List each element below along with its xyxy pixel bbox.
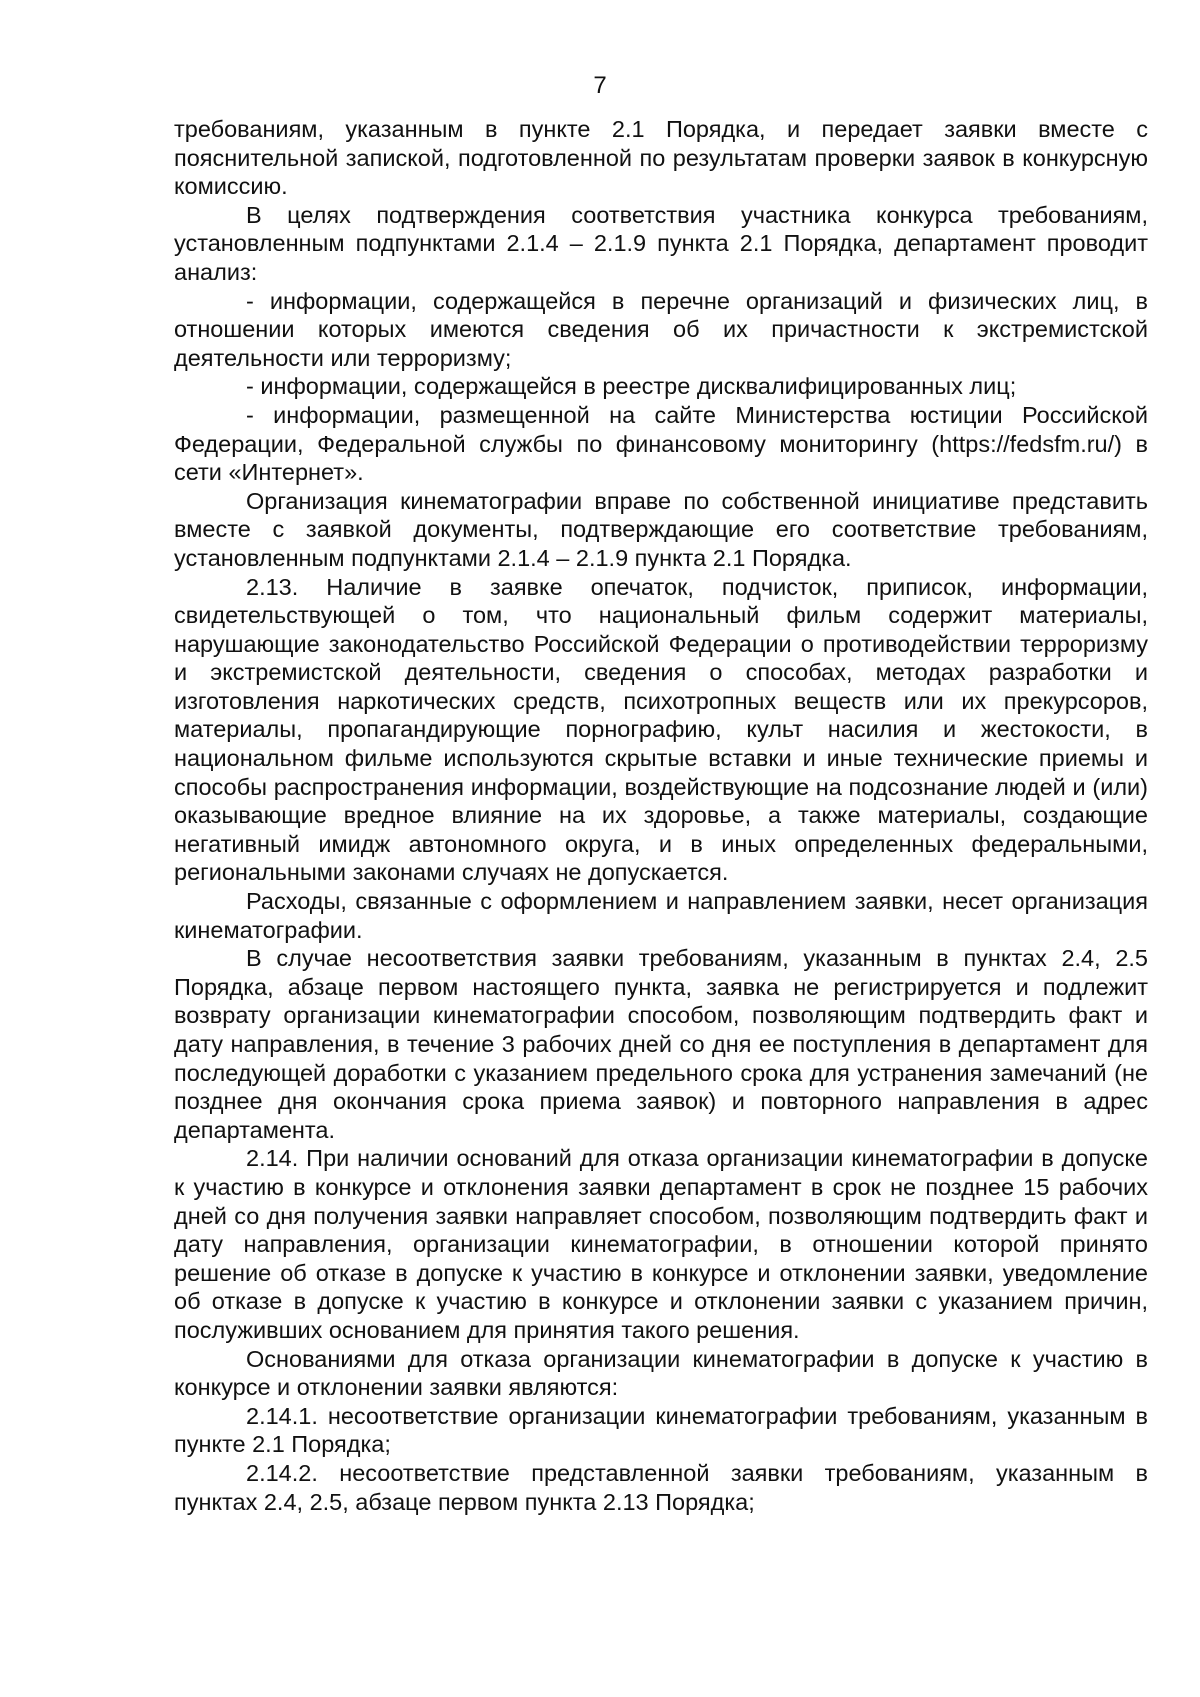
paragraph-nonconformity-return: В случае несоответствия заявки требованиям, указанным в пунктах 2.4, 2.5 Порядка, абзаце первом настоящего пункта, заявка не регистрируется и подлежит возврату организации кинематографии способом, позволяющим подтвердить факт и дату направления, в течение 3 рабочих дней со дня ее поступления в департамент для последующей доработки с указанием предельного срока для устранения замечаний (не позднее дня окончания срока приема заявок) и повторного направления в адрес департамента. (174, 945, 1148, 1143)
paragraph-clause-2-13: 2.13. Наличие в заявке опечаток, подчисток, приписок, информации, свидетельствующей о том, что национальный фильм содержит материалы, нарушающие законодательство Российской Федерации о противодействии терроризму и экстремистской деятельности, сведения о способах, методах разработки и изготовления наркотических средств, психотропных веществ или их прекурсоров, материалы, пропагандирующие порнографию, культ насилия и жестокости, в национальном фильме используются скрытые вставки и иные технические приемы и способы распространения информации, воздействующие на подсознание людей и (или) оказывающие вредное влияние на их здоровье, а также материалы, создающие негативный имидж автономного округа, и в иных определенных федеральными, региональными законами случаях не допускается. (174, 573, 1148, 886)
list-item-ministry-website: - информации, размещенной на сайте Министерства юстиции Российской Федерации, Федеральной службы по финансовому мониторингу (https://fedsfm.ru/) в сети «Интернет». (174, 401, 1148, 486)
paragraph-clause-2-14: 2.14. При наличии оснований для отказа организации кинематографии в допуске к участию в конкурсе и отклонения заявки департамент в срок не позднее 15 рабочих дней со дня получения заявки направляет способом, позволяющим подтвердить факт и дату направления, организации кинематографии, в отношении которой принято решение об отказе в допуске к участию в конкурсе и отклонении заявки, уведомление об отказе в допуске к участию в конкурсе и отклонении заявки с указанием причин, послуживших основанием для принятия такого решения. (174, 1145, 1148, 1343)
paragraph-expenses: Расходы, связанные с оформлением и направлением заявки, несет организация кинематографии. (174, 888, 1148, 943)
paragraph-clause-2-14-1: 2.14.1. несоответствие организации кинематографии требованиям, указанным в пункте 2.1 Порядка; (174, 1402, 1148, 1458)
list-item-disqualified-registry: - информации, содержащейся в реестре дисквалифицированных лиц; (246, 373, 1017, 400)
paragraph-own-initiative: Организация кинематографии вправе по собственной инициативе представить вместе с заявкой документы, подтверждающие его соответствие требованиям, установленным подпунктами 2.1.4 – 2.1.9 пункта 2.1 Порядка. (174, 487, 1148, 571)
paragraph-refusal-grounds: Основаниями для отказа организации кинематографии в допуске к участию в конкурсе и отклонении заявки являются: (174, 1345, 1148, 1401)
list-item-extremism-registry: - информации, содержащейся в перечне организаций и физических лиц, в отношении которых имеются сведения об их причастности к экстремистской деятельности или терроризму; (174, 287, 1148, 371)
page-number: 7 (593, 72, 607, 99)
paragraph-analysis-intro: В целях подтверждения соответствия участника конкурса требованиям, установленным подпунктами 2.1.4 – 2.1.9 пункта 2.1 Порядка, департамент проводит анализ: (174, 201, 1148, 285)
paragraph-continuation: требованиям, указанным в пункте 2.1 Порядка, и передает заявки вместе с пояснительной запиской, подготовленной по результатам проверки заявок в конкурсную комиссию. (174, 116, 1148, 200)
document-body (174, 115, 1148, 1516)
paragraph-clause-2-14-2: 2.14.2. несоответствие представленной заявки требованиям, указанным в пунктах 2.4, 2.5, абзаце первом пункта 2.13 Порядка; (174, 1459, 1148, 1515)
